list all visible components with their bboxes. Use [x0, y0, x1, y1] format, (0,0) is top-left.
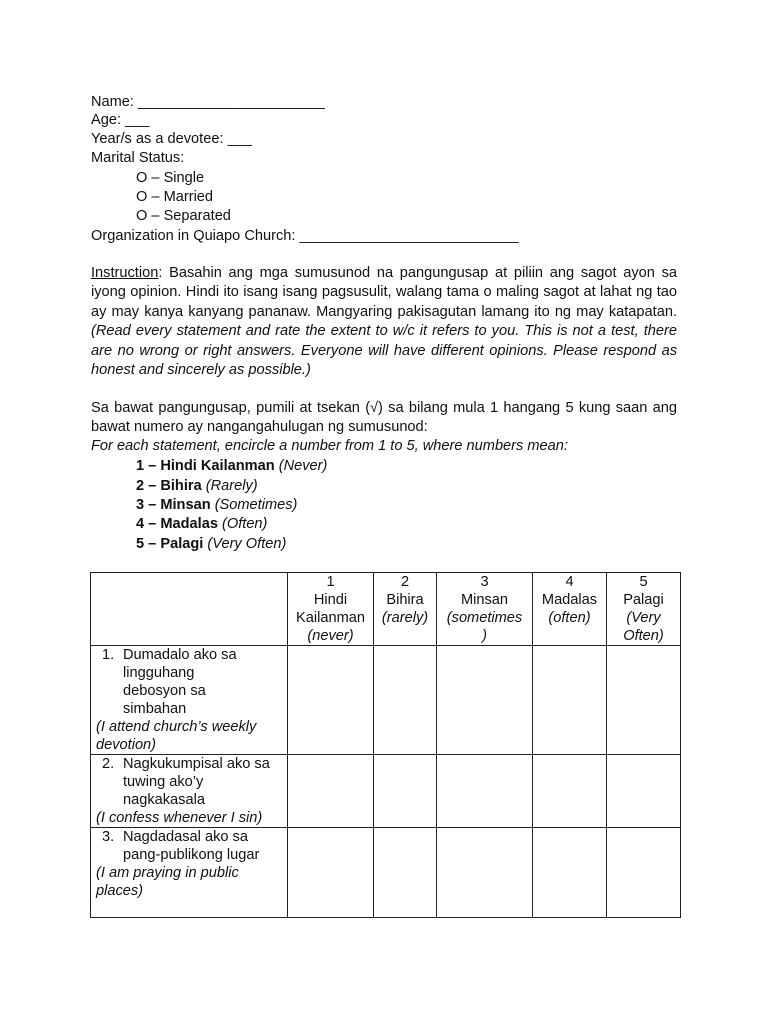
- rating-cell-3[interactable]: [437, 646, 533, 755]
- rating-cell-3[interactable]: [437, 755, 533, 828]
- rating-cell-2[interactable]: [374, 646, 437, 755]
- scale-item-4: 4 – Madalas (Often): [136, 516, 268, 532]
- header-1: 1 Hindi Kailanman (never): [288, 573, 374, 646]
- rating-cell-3[interactable]: [437, 828, 533, 918]
- scale-item-5: 5 – Palagi (Very Often): [136, 536, 287, 552]
- scale-instruction-tagalog: Sa bawat pangungusap, pumili at tsekan (√) sa bilang mula 1 hangang 5 kung saan ang bawat numero ay nangangahulugan ng sumusunod:: [91, 400, 677, 436]
- statement-cell: 2. Nagkukumpisal ako sa tuwing ako’y nagkakasala (I confess whenever I sin): [91, 755, 288, 828]
- age-field: Age: ___: [91, 112, 150, 128]
- marital-option-single: O – Single: [136, 170, 205, 186]
- rating-cell-1[interactable]: [288, 755, 374, 828]
- table-row: [91, 755, 681, 828]
- header-2: 2 Bihira (rarely): [374, 573, 437, 646]
- rating-cell-1[interactable]: [288, 828, 374, 918]
- instruction-english: (Read every statement and rate the extent to w/c it refers to you. This is not a test, there are no wrong or right answers. Everyone will have different opinions. Please respond as honest and sincerely as possible.): [91, 323, 677, 379]
- name-field: Name: _______________________: [91, 94, 325, 110]
- rating-cell-5[interactable]: [607, 828, 681, 918]
- statement-cell: 3. Nagdadasal ako sa pang-publikong lugar (I am praying in public places): [91, 828, 288, 918]
- marital-status-label: Marital Status:: [91, 150, 185, 166]
- instruction-paragraph: [91, 264, 677, 380]
- rating-cell-1[interactable]: [288, 646, 374, 755]
- scale-item-2: 2 – Bihira (Rarely): [136, 478, 258, 494]
- statement-cell: 1. Dumadalo ako sa lingguhang debosyon sa simbahan (I attend church’s weekly devotion): [91, 646, 288, 755]
- rating-cell-4[interactable]: [533, 755, 607, 828]
- header-5: 5 Palagi (Very Often): [607, 573, 681, 646]
- header-blank-cell: [91, 573, 288, 646]
- rating-cell-4[interactable]: [533, 646, 607, 755]
- scale-instruction-english: For each statement, encircle a number from 1 to 5, where numbers mean:: [91, 438, 568, 454]
- rating-cell-4[interactable]: [533, 828, 607, 918]
- rating-cell-2[interactable]: [374, 755, 437, 828]
- instruction-tagalog: : Basahin ang mga sumusunod na pangungusap at piliin ang sagot ayon sa iyong opinion. Hindi ito isang isang pagsusulit, walang tama o maling sagot at lahat ng tao ay may kanya kanyang pananaw. Mangyaring pakisagutan lamang ito ng may katapatan.: [91, 265, 677, 320]
- rating-cell-2[interactable]: [374, 828, 437, 918]
- header-4: 4 Madalas (often): [533, 573, 607, 646]
- table-header-row: [91, 573, 681, 646]
- rating-cell-5[interactable]: [607, 646, 681, 755]
- marital-option-married: O – Married: [136, 189, 214, 205]
- organization-field: Organization in Quiapo Church: ___________________________: [91, 228, 519, 244]
- header-3: 3 Minsan (sometimes ): [437, 573, 533, 646]
- years-devotee-field: Year/s as a devotee: ___: [91, 131, 252, 147]
- table-row: [91, 828, 681, 918]
- instruction-heading: Instruction: [91, 265, 159, 281]
- scale-item-1: 1 – Hindi Kailanman (Never): [136, 458, 328, 474]
- marital-option-separated: O – Separated: [136, 208, 231, 224]
- rating-cell-5[interactable]: [607, 755, 681, 828]
- rating-table: [90, 572, 681, 918]
- table-row: [91, 646, 681, 755]
- scale-item-3: 3 – Minsan (Sometimes): [136, 497, 298, 513]
